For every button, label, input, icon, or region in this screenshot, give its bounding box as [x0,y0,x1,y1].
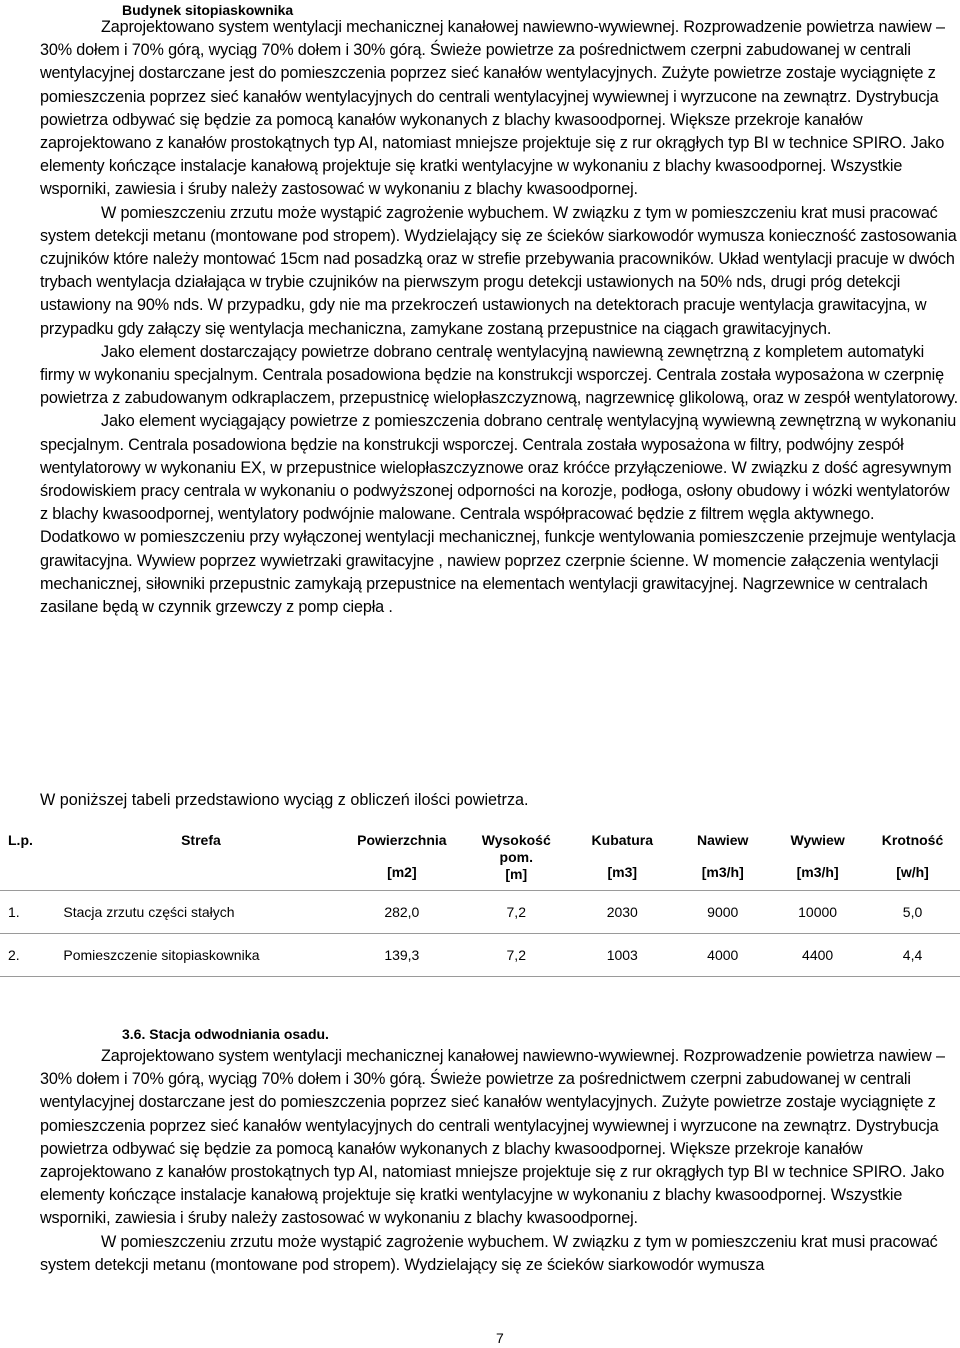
paragraph: Jako element wyciągający powietrze z pomieszczenia dobrano centralę wentylacyjną wywiewną zewnętrzną w wykonaniu specjalnym. Centrala posadowiona będzie na konstrukcji wsporczej. Centrala została wyposażona w filtry, podwójny zespół wentylatorowy w wykonaniu EX, w przepustnice wielopłaszczyznowe oraz króćce przyłączeniowe. W związku z dość agresywnym środowiskiem pracy centrala w wykonaniu o podwyższonej odporności na korozje, podłoga, osłony obudowy i wózki wentylatorów z blachy kwasoodpornej, wentylatory podwójnie malowane. Centrala współpracować będzie z filtrem węgla aktywnego. [40,412,957,524]
cell-rate: 5,0 [865,891,960,934]
paragraph: W pomieszczeniu zrzutu może wystąpić zagrożenie wybuchem. W związku z tym w pomieszczeniu krat musi pracować system detekcji metanu (montowane pod stropem). Wydzielający się ze ścieków siarkowodór wymusza [40,1232,938,1274]
header-lp: L.p. [0,826,61,891]
header-height: Wysokość pom. [m] [463,826,569,891]
paragraph: Jako element dostarczający powietrze dobrano centralę wentylacyjną nawiewną zewnętrzną z kompletem automatyki firmy w wykonaniu specjalnym. Centrala posadowiona będzie na konstrukcji wsporczej. Centrala została wyposażona w czerpnię powietrza z zabudowanym odkraplaczem, przepustnicę wielopłaszczyznową, nagrzewnicę glikolową, oraz w zespół wentylatorowy. [40,342,959,408]
cell-height: 7,2 [463,891,569,934]
cell-area: 139,3 [340,934,463,977]
section-body [40,16,960,619]
cell-supply: 9000 [675,891,770,934]
header-volume: Kubatura [m3] [569,826,675,891]
section-heading: Budynek sitopiaskownika [122,2,294,18]
air-calculation-table [0,826,960,977]
subsection-body [40,1045,960,1277]
cell-zone: Pomieszczenie sitopiaskownika [61,934,340,977]
page-number: 7 [496,1330,504,1346]
cell-volume: 1003 [569,934,675,977]
table-header-row [0,826,960,891]
cell-zone: Stacja zrzutu części stałych [61,891,340,934]
cell-lp: 1. [0,891,61,934]
paragraph: W pomieszczeniu zrzutu może wystąpić zagrożenie wybuchem. W związku z tym w pomieszczeniu krat musi pracować system detekcji metanu (montowane pod stropem). Wydzielający się ze ścieków siarkowodór wymusza konieczność zastosowania czujników które należy montować 15cm nad posadzką oraz w strefie przebywania pracowników. Układ wentylacji pracuje w dwóch trybach wentylacja działająca w trybie czujników na pierwszym progu detekcji ustawionych na 50% nds, drugi próg detekcji ustawiony na 90% nds. W przypadku, gdy nie ma przekroczeń ustawionych na detektorach pracuje wentylacja grawitacyjna, w przypadku gdy załączy się wentylacja mechaniczna, zamykane zostaną przepustnice na ciągach grawitacyjnych. [40,203,957,338]
header-supply: Nawiew [m3/h] [675,826,770,891]
paragraph: Dodatkowo w pomieszczeniu przy wyłączonej wentylacji mechanicznej, funkcje wentylowania pomieszczenie przejmuje wentylacja grawitacyjna. Wywiew poprzez wywietrzaki grawitacyjne , nawiew poprzez czerpnie ścienne. W momencie załączenia wentylacji mechanicznej, siłowniki przepustnic zamykają przepustnice na elementach wentylacji grawitacyjnej. Nagrzewnice w centralach zasilane będą w czynnik grzewczy z pomp ciepła . [40,528,956,617]
cell-height: 7,2 [463,934,569,977]
cell-lp: 2. [0,934,61,977]
header-rate: Krotność [w/h] [865,826,960,891]
header-area: Powierzchnia [m2] [340,826,463,891]
cell-exhaust: 4400 [770,934,865,977]
cell-volume: 2030 [569,891,675,934]
table-intro: W poniższej tabeli przedstawiono wyciąg z obliczeń ilości powietrza. [40,791,529,809]
header-exhaust: Wywiew [m3/h] [770,826,865,891]
cell-exhaust: 10000 [770,891,865,934]
cell-rate: 4,4 [865,934,960,977]
cell-area: 282,0 [340,891,463,934]
paragraph: Zaprojektowano system wentylacji mechanicznej kanałowej nawiewno-wywiewnej. Rozprowadzenie powietrza nawiew – 30% dołem i 70% górą, wyciąg 70% dołem i 30% górą. Świeże powietrze za pośrednictwem czerpni zabudowanej w centrali wentylacyjnej dostarczane jest do pomieszczenia poprzez sieć kanałów wentylacyjnych. Zużyte powietrze zostaje wyciągnięte z pomieszczenia poprzez sieć kanałów wentylacyjnych do centrali wentylacyjnej wywiewnej i wyrzucone na zewnątrz. Dystrybucja powietrza odbywać się będzie za pomocą kanałów wykonanych z blachy kwasoodpornej. Większe przekroje kanałów zaprojektowano z kanałów prostokątnych typ AI, natomiast mniejsze projektuje się z rur okrągłych typ BI w technice SPIRO. Jako elementy kończące instalacje kanałową projektuje się kratki wentylacyjne w wykonaniu z blachy kwasoodpornej. Wszystkie wsporniki, zawiesia i śruby należy zastosować w wykonaniu z blachy kwasoodpornej. [40,1047,945,1228]
paragraph: Zaprojektowano system wentylacji mechanicznej kanałowej nawiewno-wywiewnej. Rozprowadzenie powietrza nawiew – 30% dołem i 70% górą, wyciąg 70% dołem i 30% górą. Świeże powietrze za pośrednictwem czerpni zabudowanej w centrali wentylacyjnej dostarczane jest do pomieszczenia poprzez sieć kanałów wentylacyjnych. Zużyte powietrze zostaje wyciągnięte z pomieszczenia poprzez sieć kanałów wentylacyjnych do centrali wentylacyjnej wywiewnej i wyrzucone na zewnątrz. Dystrybucja powietrza odbywać się będzie za pomocą kanałów wykonanych z blachy kwasoodpornej. Większe przekroje kanałów zaprojektowano z kanałów prostokątnych typ AI, natomiast mniejsze projektuje się z rur okrągłych typ BI w technice SPIRO. Jako elementy kończące instalacje kanałową projektuje się kratki wentylacyjne w wykonaniu z blachy kwasoodpornej. Wszystkie wsporniki, zawiesia i śruby należy zastosować w wykonaniu z blachy kwasoodpornej. [40,18,945,199]
cell-supply: 4000 [675,934,770,977]
header-zone: Strefa [61,826,340,891]
table-row [0,891,960,934]
subsection-heading: 3.6. Stacja odwodniania osadu. [122,1026,329,1042]
table-row [0,934,960,977]
